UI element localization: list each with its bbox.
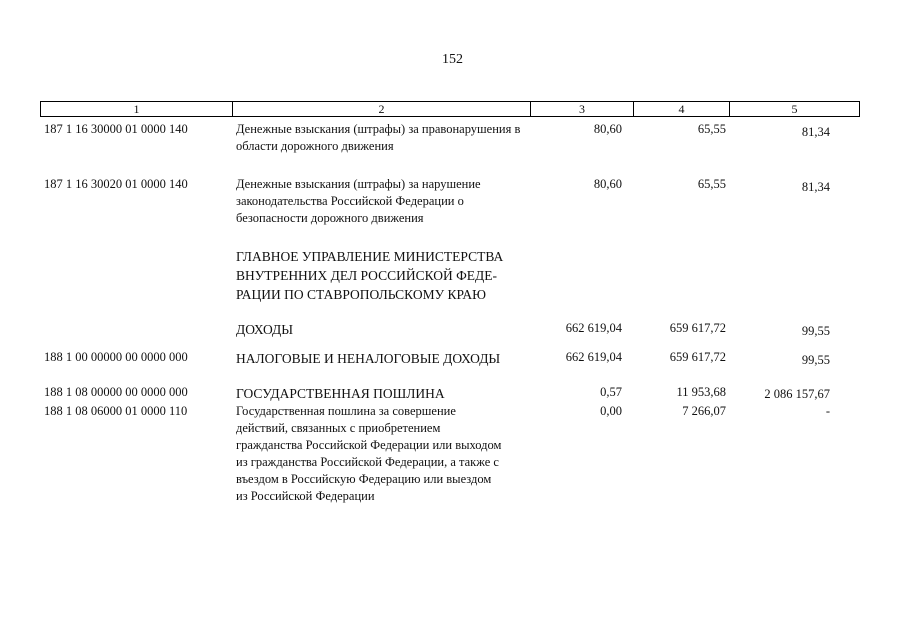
column-header-5: 5 — [791, 102, 798, 116]
row-description: ДОХОДЫ — [236, 322, 294, 337]
row-description: Государственная пошлина за совершение действий, связанных с приобретением гражданства Российской Федерации или выходом из гражданства Российской Федерации, а также с въездом в Российскую Федерацию или выездом из Российской Федерации — [236, 404, 502, 503]
column-header-4: 4 — [634, 102, 730, 116]
col5-value: 81,34 — [801, 180, 830, 194]
row-description: Денежные взыскания (штрафы) за нарушение законодательства Российской Федерации о безопасности дорожного движения — [236, 177, 481, 225]
budget-code: 188 1 08 00000 00 0000 000 — [44, 385, 188, 399]
col4-value: 659 617,72 — [669, 350, 726, 364]
col3-value: 662 619,04 — [565, 321, 622, 335]
row-description: НАЛОГОВЫЕ И НЕНАЛОГОВЫЕ ДОХОДЫ — [236, 351, 501, 366]
budget-code: 188 1 08 06000 01 0000 110 — [44, 404, 188, 418]
budget-code: 187 1 16 30020 01 0000 140 — [44, 177, 188, 191]
col5-value: 99,55 — [801, 353, 830, 367]
col3-value: 80,60 — [593, 122, 622, 136]
column-header-1: 1 — [41, 102, 233, 116]
col5-value: 2 086 157,67 — [764, 387, 830, 401]
col5-value: 99,55 — [801, 324, 830, 338]
row-description: Денежные взыскания (штрафы) за правонарушения в области дорожного движения — [236, 122, 521, 153]
col4-value: 11 953,68 — [676, 385, 726, 399]
section-heading: ГЛАВНОЕ УПРАВЛЕНИЕ МИНИСТЕРСТВА ВНУТРЕННИХ ДЕЛ РОССИЙСКОЙ ФЕДЕ-РАЦИИ ПО СТАВРОПОЛЬСКОМУ КРАЮ — [236, 249, 504, 302]
col4-value: 659 617,72 — [669, 321, 726, 335]
col4-value: 65,55 — [697, 177, 726, 191]
column-header-3: 3 — [531, 102, 634, 116]
col3-value: 0,00 — [600, 404, 622, 418]
col5-value: - — [825, 404, 830, 418]
col3-value: 0,57 — [600, 385, 622, 399]
row-description: ГОСУДАРСТВЕННАЯ ПОШЛИНА — [236, 386, 445, 401]
column-header-2: 2 — [233, 102, 531, 116]
col3-value: 80,60 — [593, 177, 622, 191]
col4-value: 65,55 — [697, 122, 726, 136]
col4-value: 7 266,07 — [682, 404, 726, 418]
col3-value: 662 619,04 — [565, 350, 622, 364]
col5-value: 81,34 — [801, 125, 830, 139]
budget-code: 187 1 16 30000 01 0000 140 — [44, 122, 188, 136]
table-header — [40, 101, 860, 117]
page-number: 152 — [442, 52, 463, 67]
budget-code: 188 1 00 00000 00 0000 000 — [44, 350, 188, 364]
